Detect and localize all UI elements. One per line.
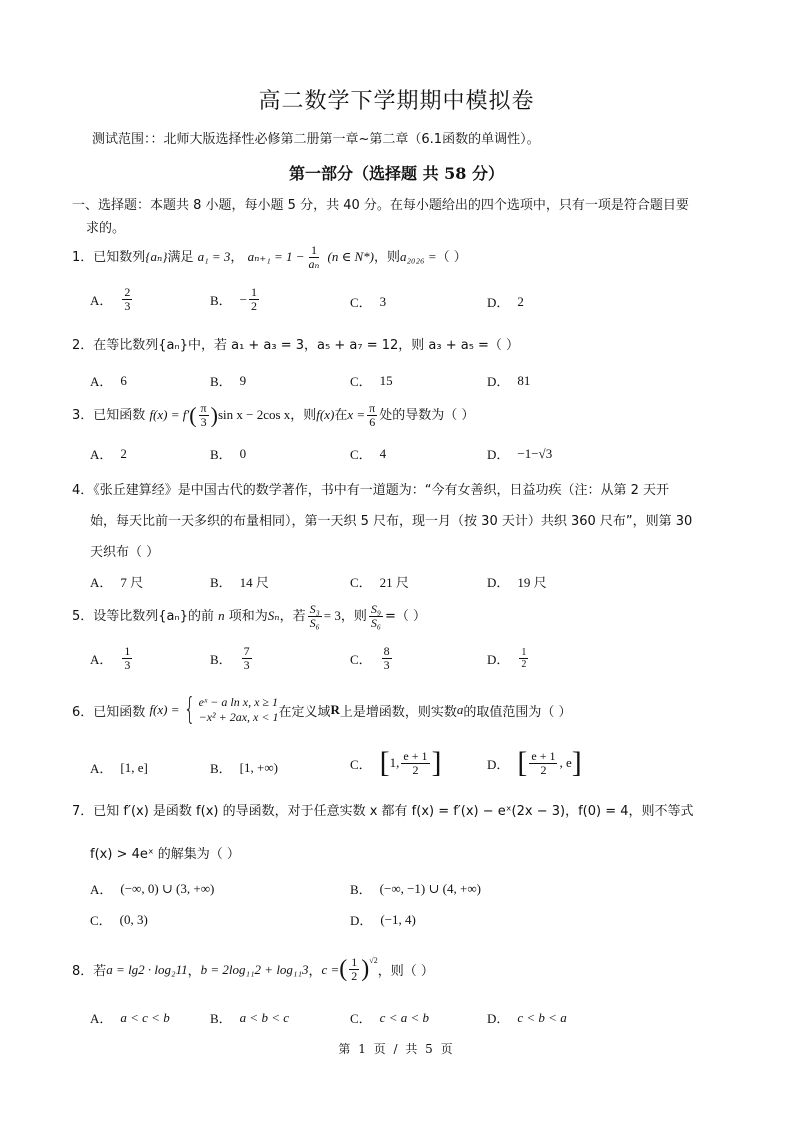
question-7-line1: 7．已知 f′(x) 是函数 f(x) 的导函数，对于任意实数 x 都有 f(x) = f′(x) − eˣ(2x − 3)，f(0) = 4，则不等式 xyxy=(72,804,694,819)
question-8-option-d[interactable]: D． c < b < a xyxy=(487,1009,567,1026)
question-4-line3: 天织布（ ） xyxy=(90,545,160,560)
question-3-stem: 3．已知函数 f(x) = f′( $\frac{\pi}{3}$ )sin x − 2cos x，则f(x)在x = $\frac{\pi}{6}$ 处的导数为（ ） xyxy=(72,401,475,429)
question-7-line2: f(x) > 4eˣ 的解集为（ ） xyxy=(90,847,240,862)
part-heading: 第一部分（选择题 共 58 分） xyxy=(289,164,504,183)
section-instructions-line1: 一、选择题：本题共 8 小题，每小题 5 分，共 40 分。在每小题给出的四个选项中，只有一项是符合题目要 xyxy=(72,198,689,213)
question-8-option-b[interactable]: B． a < b < c xyxy=(210,1009,289,1026)
test-scope: 测试范围：：北师大版选择性必修第二册第一章~第二章（6.1函数的单调性）。 xyxy=(92,132,540,147)
question-5-option-a[interactable]: A． $\frac{1}{3}$ xyxy=(90,644,131,672)
question-5-option-c[interactable]: C． $\frac{8}{3}$ xyxy=(350,644,390,672)
question-7-option-c[interactable]: C． (0, 3) xyxy=(90,911,148,928)
question-7-option-a[interactable]: A． (−∞, 0) ∪ (3, +∞) xyxy=(90,880,215,897)
section-instructions-line2: 求的。 xyxy=(86,221,126,236)
question-4-option-b[interactable]: B． 14 尺 xyxy=(210,575,269,590)
question-5-stem: 5．设等比数列{aₙ}的前 n 项和为Sₙ，若 $\frac{\text{S₃}}{\text{S₆}}$ = 3，则 $\frac{\text{S₉}}{\text{S₆}}$ =（ ） xyxy=(72,602,427,630)
question-6-option-d[interactable]: D． [ $\frac{e + 1}{2}$ , e ] xyxy=(487,746,582,779)
question-3-option-d[interactable]: D． −1−√3 xyxy=(487,445,553,462)
question-3-option-b[interactable]: B． 0 xyxy=(210,445,247,462)
question-4-line1: 4．《张丘建算经》是中国古代的数学著作，书中有一道题为：“今有女善织，日益功疾（注：从第 2 天开 xyxy=(72,483,670,498)
question-4-option-a[interactable]: A． 7 尺 xyxy=(90,575,144,590)
fraction: $\frac{1}{\text{aₙ}}$ xyxy=(308,243,320,271)
question-3-option-c[interactable]: C． 4 xyxy=(350,445,387,462)
question-3-option-a[interactable]: A． 2 xyxy=(90,445,127,462)
question-6-stem: 6． 已知函数 f(x) = { eˣ − a ln x, x ≥ 1 −x² + 2ax, x < 1 在定义域 R 上是增函数，则实数 a 的取值范围为（ ） xyxy=(72,692,572,727)
question-2-option-c[interactable]: C． 15 xyxy=(350,372,393,389)
question-7-option-b[interactable]: B． (−∞, −1) ∪ (4, +∞) xyxy=(350,880,481,897)
question-8-option-c[interactable]: C． c < a < b xyxy=(350,1009,429,1026)
question-6-option-b[interactable]: B． [1, +∞) xyxy=(210,759,278,776)
question-4-option-d[interactable]: D． 19 尺 xyxy=(487,575,547,590)
question-2-stem: 2．在等比数列{aₙ}中，若 a₁ + a₃ = 3，a₅ + a₇ = 12，则 a₃ + a₅ =（ ） xyxy=(72,338,520,353)
question-1-option-c[interactable]: C． 3 xyxy=(350,293,387,310)
question-4-line2: 始，每天比前一天多织的布量相同），第一天织 5 尺布，现一月（按 30 天计）共织 360 尺布”，则第 30 xyxy=(90,514,693,529)
question-2-option-a[interactable]: A． 6 xyxy=(90,372,127,389)
question-6-option-c[interactable]: C． [ 1, $\frac{e + 1}{2}$ ] xyxy=(350,746,442,779)
question-6-option-a[interactable]: A． [1, e] xyxy=(90,759,148,776)
question-7-option-d[interactable]: D． (−1, 4) xyxy=(350,911,416,928)
question-2-option-b[interactable]: B． 9 xyxy=(210,372,247,389)
question-5-option-b[interactable]: B． $\frac{7}{3}$ xyxy=(210,644,250,672)
question-5-option-d[interactable]: D． $\frac{1}{2}$ xyxy=(487,647,527,670)
question-1-option-d[interactable]: D． 2 xyxy=(487,293,524,310)
question-2-option-d[interactable]: D． 81 xyxy=(487,372,531,389)
page-title: 高二数学下学期期中模拟卷 xyxy=(258,89,535,114)
question-8-option-a[interactable]: A． a < c < b xyxy=(90,1009,170,1026)
question-1-option-a[interactable]: A． $\frac{2}{3}$ xyxy=(90,285,131,313)
piecewise-function: eˣ − a ln x, x ≥ 1 −x² + 2ax, x < 1 xyxy=(198,695,279,724)
question-1-option-b[interactable]: B． − $\frac{1}{2}$ xyxy=(210,285,258,313)
page-number: 第 1 页 / 共 5 页 xyxy=(338,1042,455,1056)
question-4-option-c[interactable]: C． 21 尺 xyxy=(350,575,409,590)
question-8-stem: 8． 若 a = lg2 · log₂11 ， b = 2log₁₁2 + log₁₁3 ， c = ( $\frac{1}{2}$ ) $^{√2}$ ，则（ ） xyxy=(72,955,434,983)
question-1-stem: 1．已知数列{aₙ}满足 a₁ = 3， aₙ₊₁ = 1 − $\frac{1}{\text{aₙ}}$ (n ∈ N*)，则a₂₀₂₆ =（ ） xyxy=(72,243,467,271)
